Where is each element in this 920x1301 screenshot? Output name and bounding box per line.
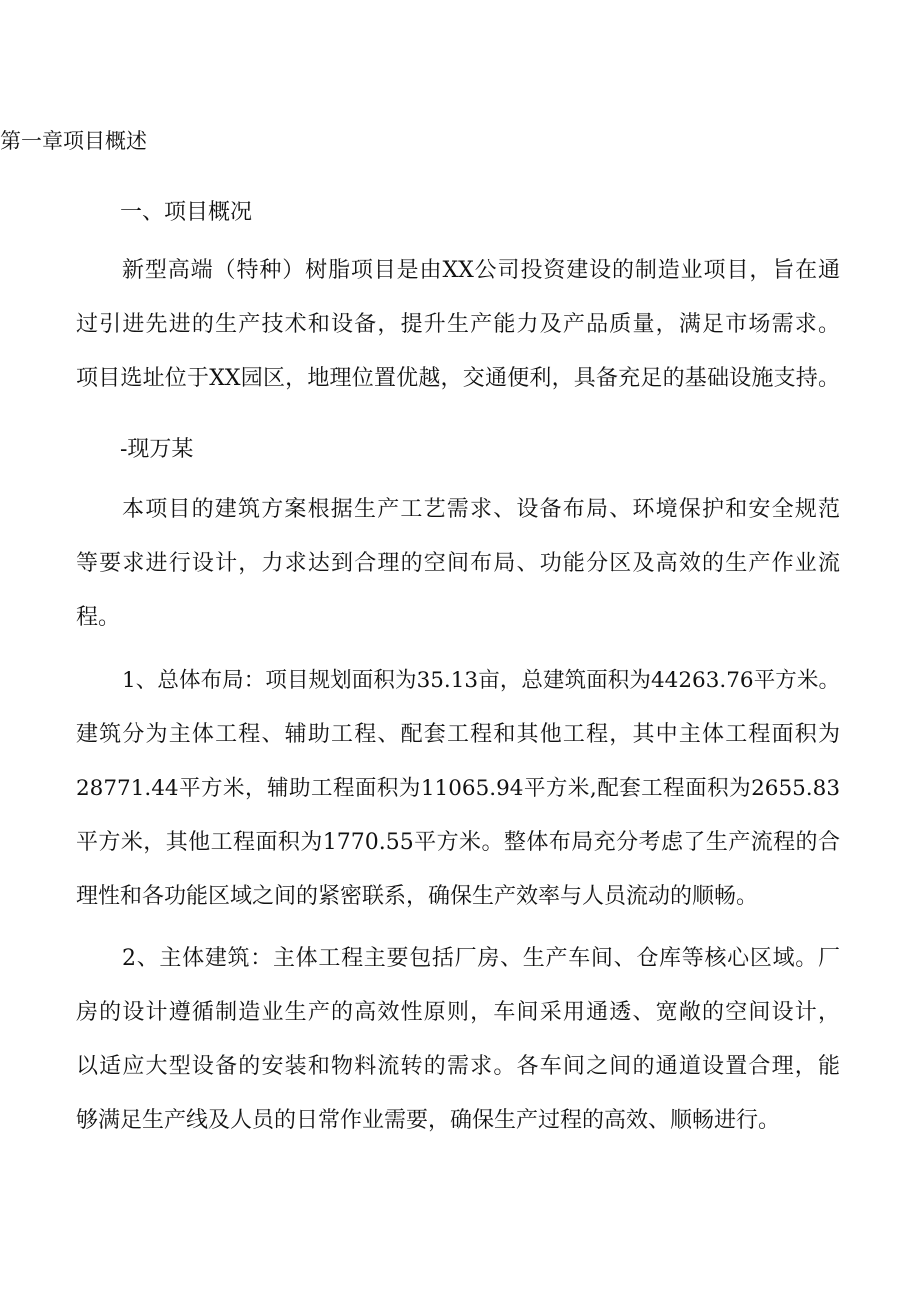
paragraph-line: 2、主体建筑：主体工程主要包括厂房、生产车间、仓库等核心区域。厂 [122,946,840,971]
paragraph-line: 理性和各功能区域之间的紧密联系，确保生产效率与人员流动的顺畅。 [76,884,759,909]
paragraph-line: 过引进先进的生产技术和设备，提升生产能力及产品质量，满足市场需求。 [76,312,840,337]
paragraph-line: 以适应大型设备的安装和物料流转的需求。各车间之间的通道设置合理，能 [76,1054,840,1079]
paragraph-line: 等要求进行设计，力求达到合理的空间布局、功能分区及高效的生产作业流 [76,551,840,576]
paragraph-line: 建筑分为主体工程、辅助工程、配套工程和其他工程，其中主体工程面积为 [76,722,840,747]
paragraph-line: 28771.44平方米，辅助工程面积为11065.94平方米,配套工程面积为2655.83 [76,776,840,801]
paragraph-line: 本项目的建筑方案根据生产工艺需求、设备布局、环境保护和安全规范 [122,497,840,522]
paragraph-line: 房的设计遵循制造业生产的高效性原则，车间采用通透、宽敞的空间设计， [76,1000,840,1025]
paragraph-line: 够满足生产线及人员的日常作业需要，确保生产过程的高效、顺畅进行。 [76,1108,781,1133]
paragraph-line: 平方米，其他工程面积为1770.55平方米。整体布局充分考虑了生产流程的合 [76,830,840,855]
paragraph-line: 程。 [76,605,121,630]
paragraph-line: 1、总体布局：项目规划面积为35.13亩，总建筑面积为44263.76平方米。 [122,668,840,693]
section-heading-project-overview: 一、项目概况 [120,200,253,225]
section-heading: -现万某 [120,437,194,462]
paragraph-line: 项目选址位于XX园区，地理位置优越，交通便利，具备充足的基础设施支持。 [76,366,840,391]
paragraph-line: 新型高端（特种）树脂项目是由XX公司投资建设的制造业项目，旨在通 [122,258,840,283]
chapter-title: 第一章项目概述 [0,129,147,153]
